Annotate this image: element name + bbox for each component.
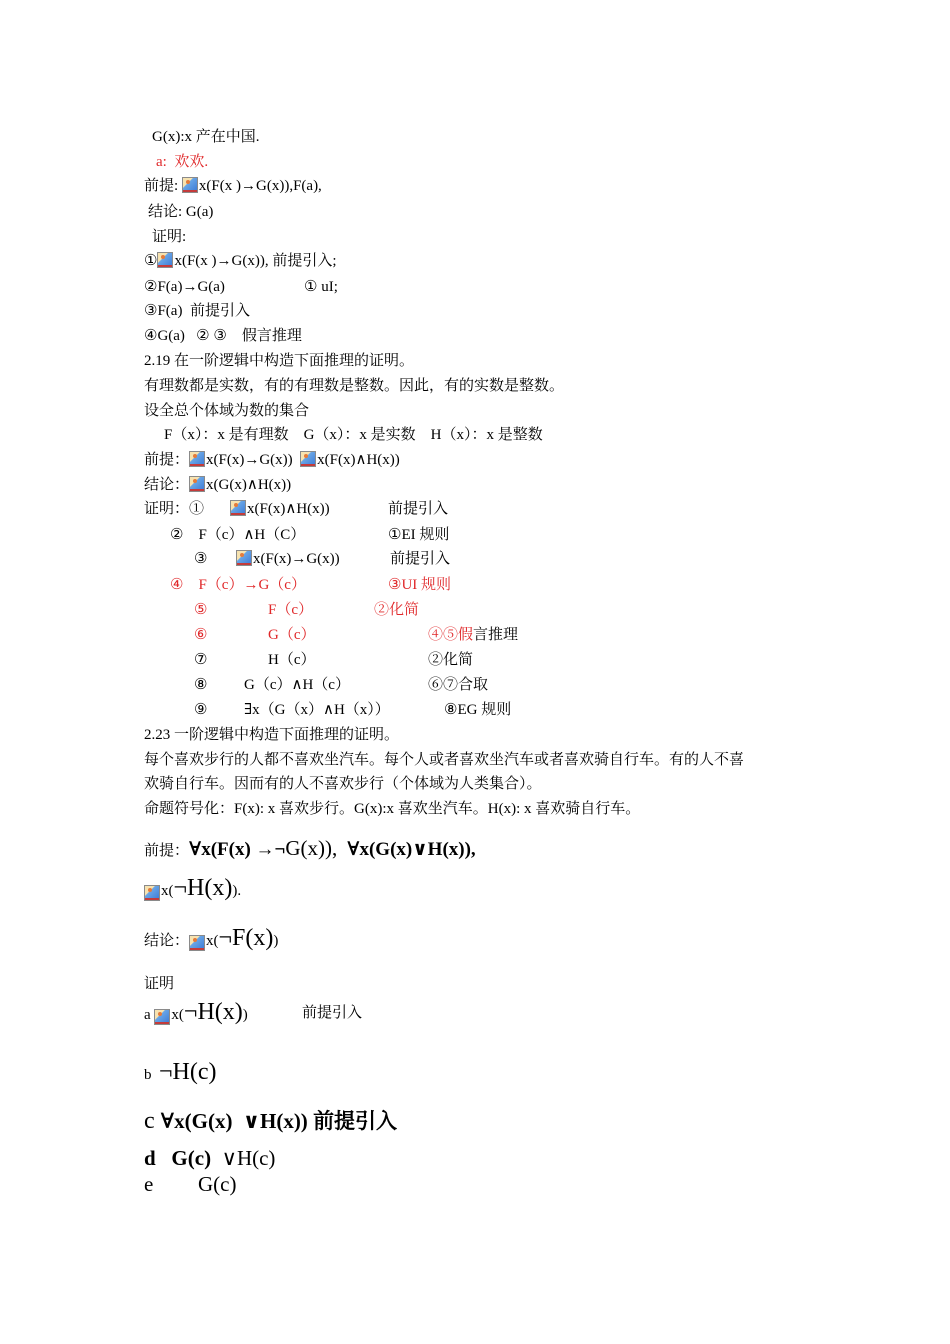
text-line: ②F(a)→G(a) [144, 279, 225, 295]
annotation: 前提引入 [313, 1109, 398, 1133]
text-line: e [144, 1172, 154, 1196]
text-line [144, 252, 337, 270]
formula: x(F(x)∧H(x)) [317, 452, 400, 468]
formula: x(F(x )→G(x)), 前提引入; [174, 253, 337, 269]
annotation: 言推理 [473, 627, 519, 643]
text-line [144, 1108, 397, 1137]
broken-image-icon [154, 1009, 170, 1025]
text-line [144, 836, 476, 863]
text-line: ⑦ [194, 652, 208, 668]
formula: x(G(x)∧H(x)) [206, 477, 292, 493]
text-line: ①EI 规则 [388, 527, 450, 543]
formula: ) [242, 1007, 248, 1023]
text-line: 命题符号化：F(x): x 喜欢步行。G(x):x 喜欢坐汽车。H(x): x 喜欢骑自行车。 [144, 801, 641, 817]
section-heading: 2.23 一阶逻辑中构造下面推理的证明。 [144, 727, 400, 743]
text-line [144, 874, 241, 905]
formula: x( [171, 1007, 184, 1023]
broken-image-icon [300, 451, 316, 467]
text-line [144, 476, 291, 494]
formula: ∀x(G(x) ∨H(x)) [160, 1109, 314, 1133]
text-line: 前提引入 [302, 1005, 363, 1021]
text-line: ③UI 规则 [388, 577, 452, 593]
text-line [144, 177, 322, 195]
text-line [144, 924, 278, 955]
broken-image-icon [236, 550, 252, 566]
formula: ) [273, 933, 279, 949]
formula: ¬H(x) [183, 999, 243, 1025]
label: 证明：① [144, 501, 205, 517]
text-line: 欢骑自行车。因而有的人不喜欢步行（个体域为人类集合）。 [144, 776, 542, 792]
text-line: ⑤ [194, 602, 208, 618]
text-line: ⑧ [194, 677, 208, 693]
text-line [144, 500, 330, 518]
text-line: ②化简 [428, 652, 474, 668]
text-line: 证明: [152, 229, 187, 245]
formula: x(F(x)∧H(x)) [247, 501, 330, 517]
broken-image-icon [144, 885, 160, 901]
formula: ¬F(x) [218, 925, 274, 951]
formula: x( [161, 883, 174, 899]
text-line: ⑥ [194, 627, 208, 643]
formula: ∨H(c) [221, 1146, 276, 1170]
text-line: ⑨ [194, 702, 208, 718]
label: 结论： [144, 933, 190, 949]
broken-image-icon [189, 451, 205, 467]
formula: G(x)), [285, 836, 343, 860]
text-line: 设全总个体域为数的集合 [144, 403, 310, 419]
text-line: G（c）∧H（c） [244, 677, 350, 693]
formula: x(F(x )→G(x)),F(a), [198, 178, 322, 194]
text-line: ① uI; [304, 279, 338, 295]
text-line [428, 626, 518, 644]
label: a [144, 1007, 155, 1023]
label: c [144, 1108, 161, 1134]
text-line [144, 1058, 217, 1089]
text-line [236, 550, 340, 568]
text-line: ④G(a) ② ③ 假言推理 [144, 328, 302, 344]
text-line: ③F(a) 前提引入 [144, 303, 250, 319]
broken-image-icon [189, 935, 205, 951]
text-line: 结论: G(a) [148, 204, 214, 220]
label: 前提: [144, 178, 182, 194]
text-line: a: 欢欢. [156, 154, 209, 170]
text-line: 前提引入 [390, 551, 451, 567]
section-heading: 2.19 在一阶逻辑中构造下面推理的证明。 [144, 353, 415, 369]
text-line: 有理数都是实数，有的有理数是整数。因此，有的实数是整数。 [144, 378, 565, 394]
label: 前提： [144, 452, 190, 468]
broken-image-icon [230, 500, 246, 516]
formula: x( [206, 933, 219, 949]
formula: ¬H(c) [159, 1059, 217, 1085]
text-line: G(c) [198, 1172, 237, 1196]
label: b [144, 1067, 159, 1083]
formula: ∀x(G(x) [342, 839, 413, 860]
text-line: F（c） [268, 602, 314, 618]
formula: ). [232, 883, 242, 899]
formula: d G(c) [144, 1146, 222, 1170]
formula: ¬H(x) [173, 875, 233, 901]
formula: x(F(x)→G(x)) [206, 452, 301, 468]
text-line: ② F（c）∧H（C） [170, 527, 306, 543]
formula: ∀x(F(x) →¬ [189, 839, 286, 860]
label: 结论： [144, 477, 190, 493]
label: 前提： [144, 843, 190, 859]
label: ① [144, 253, 158, 269]
annotation: ④⑤假 [428, 627, 474, 643]
text-line [144, 451, 400, 469]
text-line: F（x）：x 是有理数 G（x）：x 是实数 H（x）：x 是整数 [164, 427, 543, 443]
text-line: ⑧EG 规则 [444, 702, 512, 718]
text-line [144, 1146, 275, 1173]
broken-image-icon [189, 476, 205, 492]
text-line: ⑥⑦合取 [428, 677, 489, 693]
text-line: 证明 [144, 976, 175, 992]
text-line: G（c） [268, 627, 316, 643]
text-line: ②化简 [374, 602, 420, 618]
broken-image-icon [182, 177, 198, 193]
text-line: ④ F（c）→G（c） [170, 577, 306, 593]
text-line: H（c） [268, 652, 316, 668]
text-line: 前提引入 [388, 501, 449, 517]
text-line: 每个喜欢步行的人都不喜欢坐汽车。每个人或者喜欢坐汽车或者喜欢骑自行车。有的人不喜 [144, 752, 745, 768]
text-line: ③ [194, 551, 208, 567]
text-line: G(x):x 产在中国. [152, 129, 260, 145]
formula: x(F(x)→G(x)) [253, 551, 340, 567]
broken-image-icon [157, 252, 173, 268]
formula: ∨H(x)), [412, 839, 476, 860]
text-line: ∃x（G（x）∧H（x）） [244, 702, 390, 718]
text-line [144, 998, 248, 1029]
